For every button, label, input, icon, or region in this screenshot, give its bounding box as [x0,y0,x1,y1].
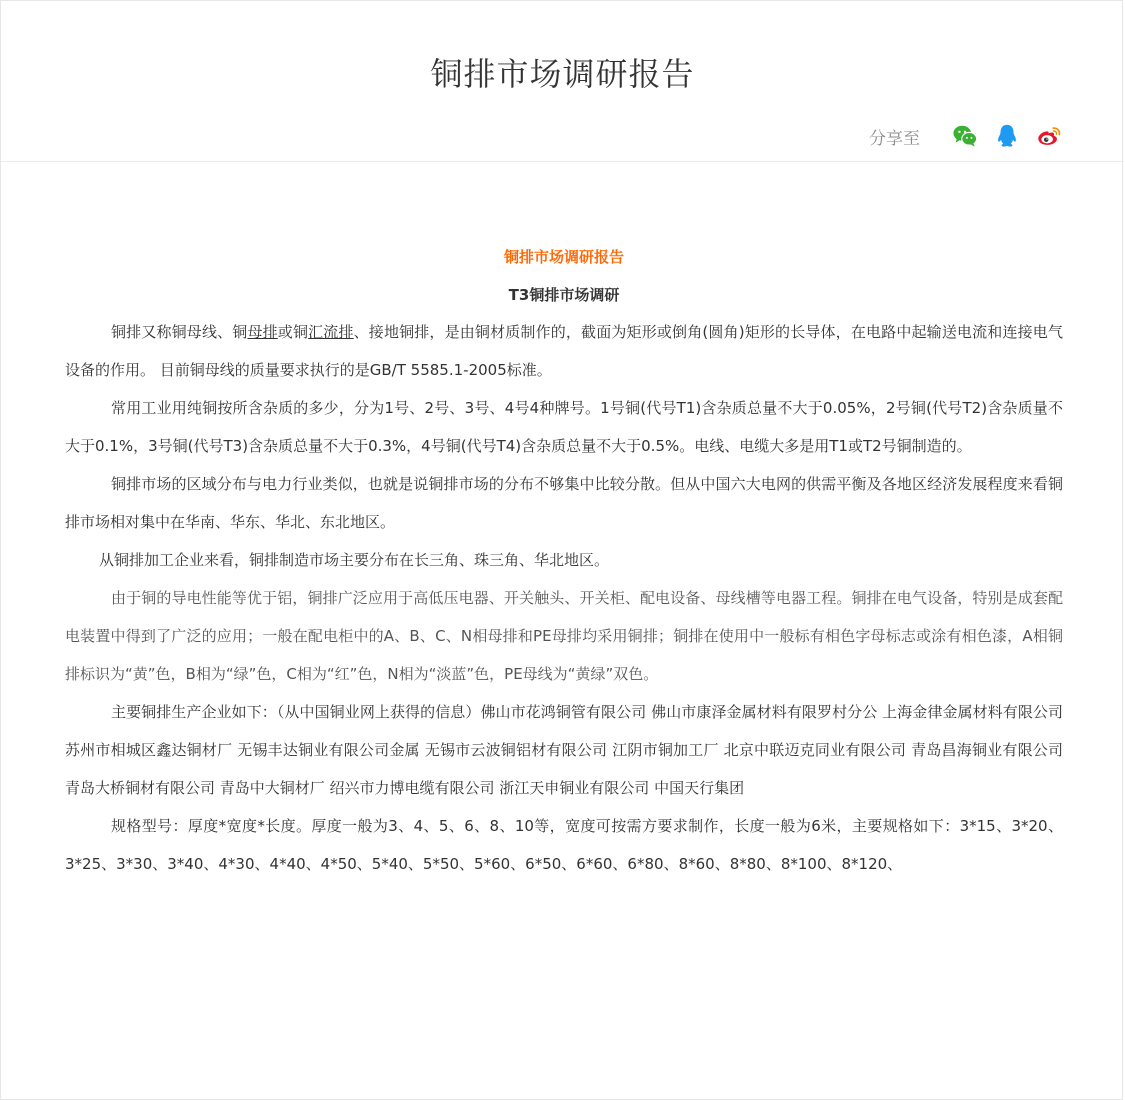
paragraph-applications: 由于铜的导电性能等优于铝，铜排广泛应用于高低压电器、开关触头、开关柜、配电设备、母线槽等电器工程。铜排在电气设备，特别是成套配电装置中得到了广泛的应用；一般在配电柜中的A、B、C、N相母排和PE母排均采用铜排；铜排在使用中一般标有相色字母标志或涂有相色漆，A相铜排标识为“黄”色，B相为“绿”色，C相为“红”色，N相为“淡蓝”色，PE母线为“黄绿”双色。 [65,589,1063,683]
qq-icon[interactable] [994,123,1020,149]
weibo-icon[interactable] [1036,123,1062,149]
link-busbar[interactable]: 母排 [247,323,278,341]
paragraph-text: 铜排又称铜母线、铜 [111,323,248,341]
paragraph-specifications: 规格型号：厚度*宽度*长度。厚度一般为3、4、5、6、8、10等，宽度可按需方要求制作，长度一般为6米，主要规格如下：3*15、3*20、3*25、3*30、3*40、4*30、4*40、4*50、5*40、5*50、5*60、6*50、6*60、6*80、8*60、8*80、8*100、8*120、 [65,817,1063,873]
page-header [1,1,1124,162]
paragraph-grades: 常用工业用纯铜按所含杂质的多少，分为1号、2号、3号、4号4种牌号。1号铜(代号T1)含杂质总量不大于0.05%，2号铜(代号T2)含杂质量不大于0.1%，3号铜(代号T3)含杂质总量不大于0.3%，4号铜(代号T4)含杂质总量不大于0.5%。电线、电缆大多是用T1或T2号铜制造的。 [65,399,1063,455]
paragraph-manufacturers-region: 从铜排加工企业来看，铜排制造市场主要分布在长三角、珠三角、华北地区。 [99,551,610,569]
paragraph-text: 、接地铜排，是由铜材质制作的，截面为矩形或倒角(圆角)矩形的长导体，在电路中起输送电流和连接电气设备的作用。 目前铜母线的质量要求执行的是GB/T 5585.1-2005标准。 [65,323,1063,379]
page-title: 铜排市场调研报告 [430,55,695,93]
link-bus-bar[interactable]: 汇流排 [308,323,354,341]
paragraph-companies: 主要铜排生产企业如下：（从中国铜业网上获得的信息）佛山市花鸿铜管有限公司 佛山市康泽金属材料有限罗村分公 上海金律金属材料有限公司 苏州市相城区鑫达铜材厂 无锡丰达铜业有限公司金属 无锡市云波铜铝材有限公司 江阴市铜加工厂 北京中联迈克同业有限公司 青岛昌海铜业有限公司 青岛大桥铜材有限公司 青岛中大铜材厂 绍兴市力博电缆有限公司 浙江天申铜业有限公司 中国天行集团 [65,703,1063,797]
article-subheading: T3铜排市场调研 [508,286,620,304]
paragraph-text: 或铜 [277,323,309,341]
article-body [65,237,1063,883]
wechat-icon[interactable] [952,123,978,149]
paragraph-definition [65,313,1063,389]
article-heading: 铜排市场调研报告 [503,248,624,266]
share-bar [869,121,1062,151]
paragraph-distribution: 铜排市场的区域分布与电力行业类似，也就是说铜排市场的分布不够集中比较分散。但从中国六大电网的供需平衡及各地区经济发展程度来看铜排市场相对集中在华南、华东、华北、东北地区。 [65,475,1063,531]
share-label: 分享至 [869,128,920,149]
